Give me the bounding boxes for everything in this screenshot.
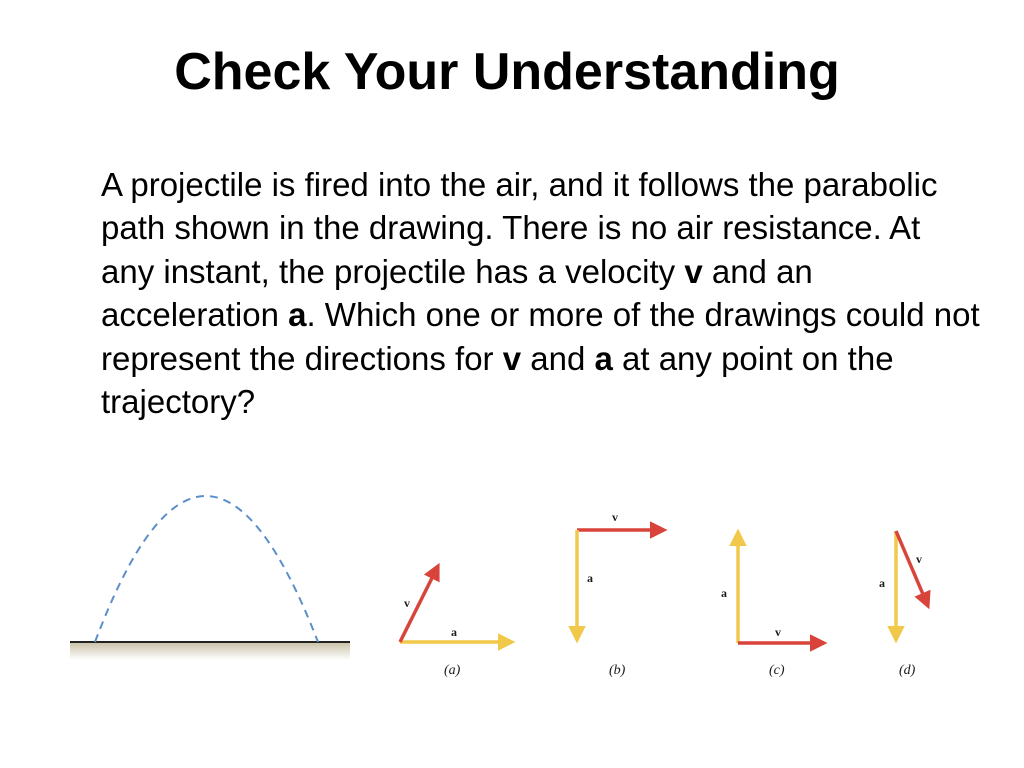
question-segment: and [521,339,595,377]
question-segment: and an acceleration [101,252,813,334]
option-caption: (d) [899,663,916,678]
option-caption: (c) [769,663,785,678]
question-segment: . Which one or more of the drawings could not represent the directions for [101,296,980,377]
velocity-symbol: v [502,339,522,377]
option-c [721,532,824,678]
velocity-label: v [404,596,410,610]
parabolic-trajectory [95,496,318,642]
velocity-label: v [916,552,922,566]
slide-title: Check Your Understanding [174,43,840,101]
acceleration-symbol: a [594,339,613,377]
velocity-label: v [775,625,781,639]
question-segment: A projectile is fired into the air, and it follows the parabolic path shown in the drawing. There is no air resistance. At any instant, the projectile has a velocity [101,166,938,290]
option-d [879,531,928,678]
option-caption: (a) [444,663,461,678]
question-segment: at any point on the trajectory? [101,339,894,421]
acceleration-label: a [587,571,593,585]
acceleration-label: a [879,576,885,590]
velocity-arrow [896,531,928,606]
acceleration-symbol: a [288,296,307,334]
acceleration-label: a [721,586,727,600]
acceleration-label: a [451,625,457,639]
velocity-symbol: v [684,252,703,290]
ground-shading [70,642,350,660]
option-b [577,510,664,678]
option-a [400,566,512,678]
velocity-label: v [612,510,618,524]
trajectory-figure [70,496,350,660]
option-caption: (b) [609,663,626,678]
